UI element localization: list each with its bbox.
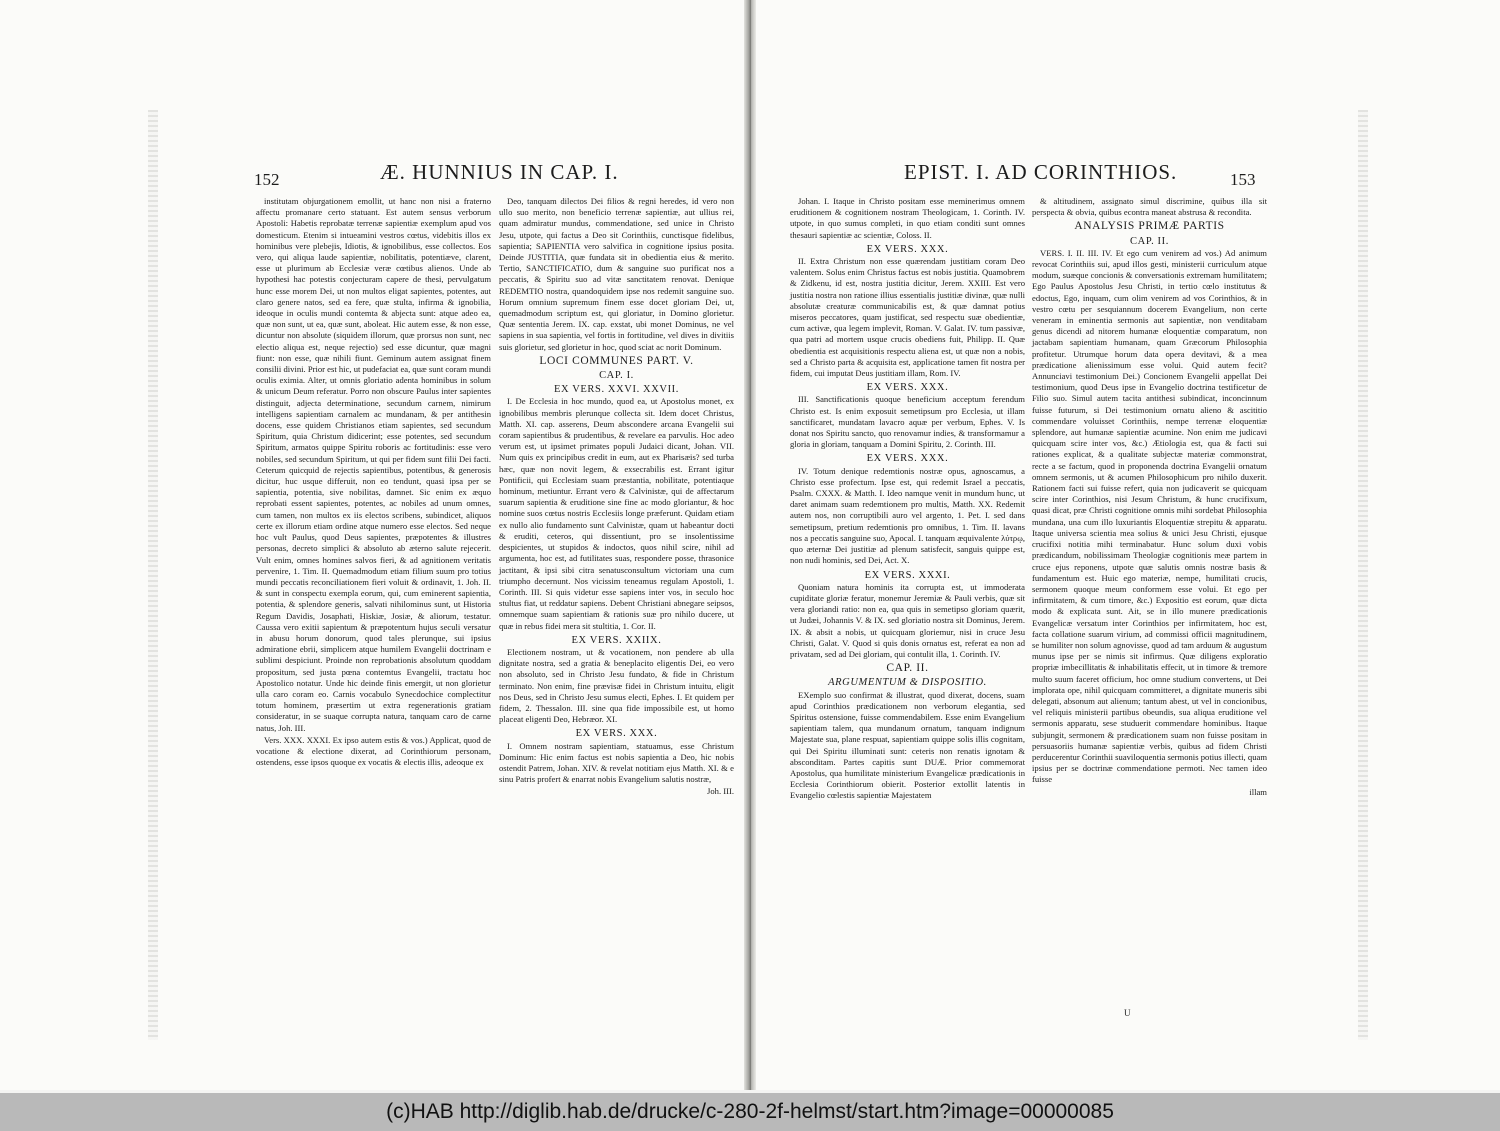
chapter-heading: CAP. II.: [1130, 235, 1169, 247]
paragraph: Johan. I. Itaque in Christo positam esse meminerimus omnem eruditionem & cognitionem nostram Theologicam, 1. Corinth. IV. utpote, in quo sumus completi, in quo etiam conditi sunt omnes thesauri sapientiæ ac scientiæ, Coloss. II.: [790, 196, 1025, 240]
left-page-column-2: [499, 196, 734, 798]
verse-heading: EX VERS. XXIIX.: [571, 634, 662, 646]
left-page: [0, 0, 746, 1090]
paragraph: Deo, tanquam dilectos Dei filios & regni heredes, id vero non ullo suo merito, non beneficio terrenæ sapientiæ, aut ullius rei, quam admiratur mundus, commendatione, sed unice in Christo Jesu, utpote, qui factus a Deo sit Corinthiis, cunctisque fidelibus, sapientia; SAPIENTIA vero salvifica in cognitione ipsius posita. Deinde JUSTITIA, quæ fundata sit in obedientia eius & merito. Tertio, SANCTIFICATIO, dum & sanguine suo purificat nos a peccatis, & Spiritu suo ad vitæ sanctitatem renovat. Denique REDEMTIO nostra, quandoquidem ipse nos redemit sanguine suo. Horum omnium supremum finem esse docet gloriam Dei, ut, quemadmodum scriptum est, qui gloriatur, in Domino glorietur. Quæ sententia Jerem. IX. cap. exstat, ubi monet Dominus, ne vel sapiens in sua sapientia, vel fortis in fortitudine, vel dives in divitiis suis glorietur, sed glorietur in hoc, quod sciat ac norit Dominum.: [499, 196, 734, 352]
verse-heading: EX VERS. XXXI.: [864, 569, 951, 581]
paragraph: II. Extra Christum non esse quærendam justitiam coram Deo valentem. Solus enim Christus factus est nobis justitia. Quamobrem & Zidkenu, id est, nostra justitia dicitur, Jerem. XXIII. Est vero justitia nostra non ratione illius essentialis justitiæ divinæ, quæ nulli absolutæ creaturæ communicabilis est, & quæ damnat potius miseros peccatores, quam justificat, sed respectu suæ obedientiæ, cum activæ, qua legem implevit, Roman. V. Galat. IV. tum passivæ, qua patri ad mortem usque crucis obediens fuit, Philipp. II. Quæ obedientia est acquisitionis respectu aliena est, ut quæ non a nobis, sed a Christo parta & acquisita est, applicatione tamen fit nostra per fidem, cui imputat Deus justitiam illam, Rom. IV.: [790, 256, 1025, 379]
right-page-number: 153: [1230, 170, 1256, 189]
verse-heading: EX VERS. XXX.: [866, 453, 949, 465]
verse-heading: EX VERS. XXX.: [866, 382, 949, 394]
paragraph: Quoniam natura hominis ita corrupta est, ut immoderata cupiditate gloriæ feratur, monemur Jeremiæ & Pauli verbis, quæ sit vera gloriandi ratio: non ea, qua quis in semetipso gloriam quærit, ut Judæi, Johannis V. & IX. sed gloriatio nostra sit Dominus, Jerem. IX. & absit a nobis, ut quicquam gloriemur, nisi in cruce Jesu Christi, Galat. V. Quod si quis donis ornatus est, referat ea non ad privatam, sed ad Dei gloriam, qui contulit illa, 1. Corinth. IV.: [790, 581, 1025, 659]
copyright-footer: (c)HAB http://diglib.hab.de/drucke/c-280-2f-helmst/start.htm?image=00000085: [0, 1093, 1500, 1131]
left-page-column-1: [256, 196, 491, 769]
signature-mark: U: [1124, 1008, 1131, 1018]
verse-heading: EX VERS. XXVI. XXVII.: [554, 384, 679, 396]
left-page-number: 152: [254, 170, 280, 189]
paragraph: I. De Ecclesia in hoc mundo, quod ea, ut Apostolus monet, ex ignobilibus membris plerunque collecta sit. Idem docet Christus, Matth. XI. cap. asserens, Deum abscondere arcana Evangelii sui coram sapientibus & prudentibus, & revelare ea parvulis. Hoc adeo verum est, ut ipsimet primates populi Judaici dicant, Johan. VII. Num quis ex principibus credit in eum, aut ex Pharisæis? sed turba hæc, quæ non novit legem, & exsecrabilis est. Errant igitur Pontificii, qui Ecclesiam suam præstantia, nobilitate, potentiaque hominum, metiuntur. Errant vero & Calvinistæ, qui de affectarum suarum sapientia & eruditione sine fine ac modo gloriantur, & hoc nomine suos cœtus nostris Ecclesiis longe præferunt. Quidam etiam ex nullo alio fundamento sunt Calvinistæ, quam ut habeantur docti & eruditi, ceteros, qui dissentiunt, pro se insolentissime despicientes, ut stupidos & indoctos, quos nihil scire, nihil ad argumenta, hoc est, ad futilitates suas, respondere posse, thrasonice jactitant, & ipsi sibi citra senatusconsultum victoriam una cum triumpho decernunt. Nos vicissim teneamus regulam Apostoli, 1. Corinth. III. Si quis videtur esse sapiens inter vos, in seculo hoc stultus fiat, ut reddatur sapiens. Debent Christiani abnegare seipsos, omnemque suam sapientiam & rationis suæ pro nihilo ducere, ut quæ in rebus fidei mera sit stultitia, 1. Cor. II.: [499, 396, 734, 631]
right-running-head: EPIST. I. AD CORINTHIOS.: [904, 160, 1178, 184]
chapter-heading: CAP. I.: [599, 370, 634, 382]
verse-heading: EX VERS. XXX.: [866, 243, 949, 255]
paragraph: I. Omnem nostram sapientiam, statuamus, esse Christum Dominum: Hic enim factus est nobis sapientia a Deo, hic nobis ostendit Patrem, Johan. XIV. & revelat notitiam ejus Matth. XI. & e sinu Patris profert & enarrat nobis Evangelium salutis nostræ,: [499, 740, 734, 785]
right-page: [754, 0, 1500, 1090]
catchword: illam: [1249, 786, 1267, 797]
paragraph: IV. Totum denique redemtionis nostræ opus, agnoscamus, a Christo esse profectum. Ipse est, qui redemit Israel a peccatis, Psalm. CXXX. & Matth. I. Ideo namque venit in mundum hunc, ut daret animam suam redemtionem pro multis, Matth. XX. Redemit autem nos, non corruptibili auro vel argento, 1. Pet. I. sed dans semetipsum, pretium redemtionis pro omnibus, 1. Tim. II. lavans nos a peccatis sanguine suo, Apocal. I. tanquam æquivalente λύτρῳ, quo æternæ Dei justitiæ ad plenum satisfecit, sanguis quippe est, non nudi hominis, sed Dei, Act. X.: [790, 465, 1025, 566]
paragraph: EXemplo suo confirmat & illustrat, quod dixerat, docens, suam apud Corinthios prædicationem non verborum elegantia, sed Spiritus ostensione, fuisse commendabilem. Esse enim Evangelium sapientiam talem, qua mundanum ornatum, tanquam indignum Majestate sua, plane respuat, sapientiam quippe solis illis cognitam, qui Dei Spiritu illuminati sunt: ceteris non renatis ignotam & absconditam. Partes capitis sunt DUÆ. Prior commemorat Apostolus, qua humilitate ministerium Evangelicæ prædicationis in Ecclesia Corinthiorum obierit. Posterior extollit latentis in Evangelio cœlestis sapientiæ Majestatem: [790, 689, 1025, 801]
paragraph: VERS. I. II. III. IV. Et ego cum venirem ad vos.) Ad animum revocat Corinthiis sui, apud illos gesti, ministerii curriculum atque modum, suæque concionis & conversationis extremam humilitatem; Ego Paulus Apostolus Jesu Christi, in tertio cœlo institutus & edoctus, Ego, inquam, cum olim venirem ad vos Corinthios, & in vestro cœtu per sesquiannum docerem Evangelium, non certe veneram in eminentia sermonis aut sapientiæ, non venditabam genus dicendi ad nitorem humanæ eloquentiæ comparatum, non jactabam sapientiam humanam, quam Græcorum Philosophia profitetur. Utrumque horum data opera devitavi, & a mea prædicatione alienissimum esse volui. Quid autem fecit? Annunciavi testimonium Dei.) Concionem Evangelii appellat Dei testimonium, quod Deus ipse in Evangelio doctrina testificetur de Filio suo. Simul autem tacita antithesi subindicat, inconcinnum fuisse futurum, si Dei testimonium ornatu alieno & ascititio commendare voluisset Corinthiis, nempe terrenæ eloquentiæ splendore, aut humanæ sapientiæ acumine. Non enim me judicavi quicquam scire inter vos, &c.) Ætiologia est, qua & facti sui rationes explicat, & a qualitate subjectæ materiæ commonstrat, recte a se factum, quod in proponenda doctrina Evangelii ornatum omnem sermonis, ut & acumen Philosophicum pro nihilo duxerit. Rationem facti sui fuisse refert, quia non judicaverit se quicquam scire inter Corinthios, nisi Jesum Christum, & hunc crucifixum, quasi dicat, præ Christi cognitione omnis mihi sordebat Philosophia mundana, una cum illo luxuriantis Eloquentiæ strepitu & apparatu. Itaque universa scientia mea solius & unici Jesu Christi, ejusque crucifixi notitia mihi terminabatur. Hunc solum duxi vobis prædicandum, nobilissimam Theologiæ cognitionis meæ partem in cruce ejus reponens, utpote quæ salutis omnis nostræ basis & fundamentum est. Huic ego materiæ, nempe, humilitati crucis, sermonem quoque meum conformem esse volui. Et ego per infirmitatem, & cum timore, &c.) Expositio est eorum, quæ dicta modo & explicata sunt. Ait, se in illo munere prædicationis Evangelicæ versatum inter Corinthios per infirmitatem, hoc est, facta collatione suarum virium, ad commissi officii magnitudinem, se humiliter non solum agnovisse, quod ad tam arduum & augustum munus ipse per se nimis sit infirmus. Quæ diligens exploratio propriæ imbecillitatis & inhabilitatis effecit, ut in timore & tremore multo suum faceret officium, hoc omne studium convertens, ut Dei implorata ope, nihil quicquam committeret, a dignitate muneris sibi delegati, absonum aut alienum; tantum abest, ut vel in concionibus, vel reliquis ministerii partibus obeundis, sua aliqua eruditione vel sermonis apparatu, sese studuerit commendare hominibus. Itaque subjungit, sermonem & prædicationem suam non fuisse positam in persuasoriis humanæ sapientiæ verbis, quibus ad fidem Christi perducerentur Corinthii suaviloquentia sermonis potius illecti, quam ipsius per se doctrinæ commendatione permoti. Nec tamen ideo fuisse: [1032, 247, 1267, 785]
section-heading: ANALYSIS PRIMÆ PARTIS: [1074, 220, 1225, 233]
right-page-column-1: [790, 196, 1025, 803]
paragraph: Vers. XXX. XXXI. Ex ipso autem estis & vos.) Applicat, quod de vocatione & electione dixerat, ad Corinthiorum personam, ostendens, esse ipsos quoque ex vocatis & electis illis, adeoque ex: [256, 734, 491, 768]
left-running-head: Æ. HUNNIUS IN CAP. I.: [380, 160, 619, 184]
paragraph: Electionem nostram, ut & vocationem, non pendere ab ulla dignitate nostra, sed a gratia & beneplacito eligentis Dei, eo vero non absoluto, sed in Christo Jesu fundato, & fide in Christum terminato. Non enim, fine prævisæ fidei in Christum intuitu, eligit nos Deus, sed in Christo Jesu sumus electi, Ephes. I. Et quidem per fidem, 2. Thessalon. III. sine qua fide impossibile est, ut homo placeat eligenti Deo, Hebræor. XI.: [499, 646, 734, 725]
paragraph: institutam objurgationem emollit, ut hanc non nisi a fraterno affectu promanare certo statuant. Est autem sensus verborum Apostoli: Habetis reprobatæ terrenæ sapientiæ exemplum apud vos domesticum. Etenim si intueamini vestros cœtus, videbitis illos ex hominibus vere plebejis, Idiotis, & ignobilibus, esse collectos. Eos vero, qui aliqua laude sapientiæ, nobilitatis, potentiæve, clarent, esse ut plurimum ab Ecclesiæ veræ cœtibus alienos. Unde ab hypothesi hac potestis conjecturam capere de thesi, pervulgatum hunc esse morem Dei, ut non multos eligat sapientes, potentes, aut claro genere natos, sed ea fere, quæ stulta, infirma & ignobilia, ideoque in oculis mundi contemta & abjecta sunt: atque adeo ea, quæ non sunt, ut ea, quæ sunt, aboleat. Hic autem esse, & non esse, dicuntur non absolute (siquidem illorum, quæ prorsus non sunt, nec electio aliqua est, neque rejectio) sed esse dicuntur, quæ magni fiunt: non esse, quæ nihili fiunt. Geminum autem assignat finem consilii divini. Prior est hic, ut pudefaciat ea, quæ sunt coram mundi oculis eximia. Alter, ut omnis gloriatio adenta hominibus in solum & unicum Deum referatur. Porro non obscure Paulus inter sapientes distinguit, adjecta determinatione, secundum carnem, nimirum intelligens sapientiam carnalem ac mundanam, & per antithesin docens, esse quidem Christianos etiam sapientes, sed secundum Spiritum, quia Christum didicerint; esse potentes, sed secundum Spiritum, armatos quippe Spiritu roboris ac fortitudinis: esse vero nobiles, sed secundum Spiritum, ut qui per fidem sunt filii Dei facti. Ceterum quicquid de rejectis sapientibus, potentibus, & generosis dicitur, huc usque differuit, non eo tendunt, quasi ipsa per se sapientia, potentia, sive nobilitas, damnet. Sic enim ex æquo reprobati essent sapientes, potentes, ac nobiles ad unum omnes, cum tamen, non multos ex iis electos scribens, subindicet, aliquos certe ex illorum etiam ordine atque numero esse electos. Sed neque hoc vult Paulus, quod Deus sapientes, præpotentes & illustres personas, decreto simplici & absoluto ab æterno salute rejecerit. Vult enim, omnes homines salvos fieri, & ad agnitionem veritatis pervenire, 1. Tim. II. Quemadmodum etiam filium suum pro totius mundi peccatis reconciliationem fieri voluit & ordinavit, 1. Joh. II. & sunt in conspectu exempla eorum, qui, cum eminerent sapientia, potentia, & splendore generis, salvati nihilominus sunt, ut Historia Regum Davidis, Josaphati, Hiskiæ, Josiæ, & aliorum, testatur. Caussa vero exitii sapientum & præpotentum hujus seculi versatur in abusu horum donorum, quod tales plerunque, sui ipsius admiratione ebrii, simplicem atque humilem Evangelii doctrinam e sublimi despiciunt. Proinde non reprobationis absolutum quoddam propositum, sed justa pœna contemtus Evangelii, tractatu hoc Apostolico notatur. Unde hic deinde finis emergit, ut non glorietur ulla caro coram eo. Carnis vocabulo Synecdochice complectitur totum hominem, præsertim ut extra regenerationis gratiam consideratur, in se suaque corrupta natura, tanquam caro de carne natus, Joh. III.: [256, 196, 491, 733]
paragraph: & altitudinem, assignato simul discrimine, quibus illa sit perspecta & obvia, quibus econtra maneat abstrusa & recondita.: [1032, 196, 1267, 218]
argument-heading: ARGUMENTUM & DISPOSITIO.: [828, 677, 987, 689]
right-page-column-2: [1032, 196, 1267, 798]
section-heading: LOCI COMMUNES PART. V.: [539, 354, 694, 367]
paragraph: III. Sanctificationis quoque beneficium acceptum ferendum Christo est. Is enim exposuit semetipsum pro Ecclesia, ut illam sanctificaret, mundatam lavacro aquæ per verbum, Ephes. V. Is donat nos Spiritu sancto, quo renovamur indies, & transformamur a gloria in gloriam, tanquam a Domini Spiritu, 2. Corinth. III.: [790, 394, 1025, 450]
verse-heading: EX VERS. XXX.: [575, 728, 658, 740]
catchword: Joh. III.: [707, 786, 734, 797]
chapter-heading: CAP. II.: [886, 662, 929, 675]
